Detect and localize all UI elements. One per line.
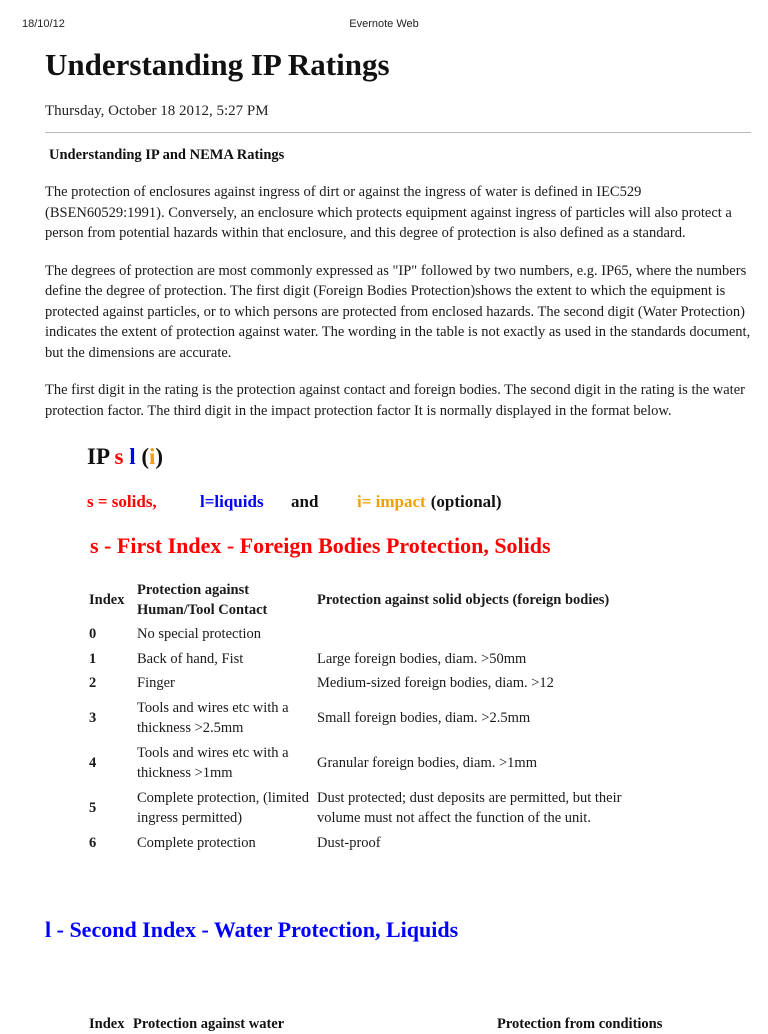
cell-solid: Small foreign bodies, diam. >2.5mm	[317, 709, 531, 726]
formula-i: i	[149, 444, 156, 469]
column-header-conditions: Protection from conditions	[497, 1016, 663, 1032]
solids-table	[85, 578, 661, 855]
table-row	[85, 622, 661, 647]
cell-contact: No special protection	[137, 626, 262, 642]
cell-index: 6	[89, 834, 97, 851]
legend-liquids: l=liquids	[200, 492, 264, 511]
cell-solid: Medium-sized foreign bodies, diam. >12	[317, 675, 554, 691]
section-heading-liquids: l - Second Index - Water Protection, Liquids	[45, 917, 459, 942]
column-header-solid: Protection against solid objects (foreign bodies)	[317, 592, 610, 608]
paragraph-intro: The protection of enclosures against ingress of dirt or against the ingress of water is defined in IEC529 (BSEN60529:1991). Conversely, an enclosure which protects equipment against ingress of particles will also protect a person from potential hazards within that enclosure, and this degree of protection is also defined as a standard.	[45, 184, 732, 241]
formula-close-paren: )	[155, 444, 164, 469]
paragraph-degrees: The degrees of protection are most commonly expressed as "IP" followed by two numbers, e.g. IP65, where the numbers define the degree of protection. The first digit (Foreign Bodies Protection)shows the extent to which the equipment is protected against particles, or to which persons are protected from enclosed hazards. The second digit (Water Protection) indicates the extent of protection against water. The wording in the table is not exactly as used in the standards document, but the dimensions are accurate.	[45, 262, 751, 361]
ip-formula	[87, 443, 751, 471]
note-title: Understanding IP Ratings	[45, 47, 390, 82]
cell-contact: Tools and wires etc with a thickness >1mm	[137, 744, 289, 781]
cell-contact: Finger	[137, 675, 175, 691]
divider	[45, 132, 751, 133]
cell-solid: Dust-proof	[317, 834, 381, 851]
formula-l: l	[129, 444, 136, 469]
formula-legend	[87, 491, 751, 513]
legend-and: and	[291, 492, 319, 511]
cell-index: 5	[89, 799, 97, 816]
print-app-name: Evernote Web	[349, 18, 419, 30]
legend-solids: s = solids,	[87, 492, 157, 511]
table-row	[85, 671, 661, 696]
paragraph-digits: The first digit in the rating is the protection against contact and foreign bodies. The second digit in the rating is the water protection factor. The third digit in the impact protection factor It is normally displayed in the format below.	[45, 382, 745, 419]
table-row	[85, 696, 661, 741]
formula-ip: IP	[87, 444, 109, 469]
cell-index: 4	[89, 754, 97, 771]
cell-index: 2	[89, 675, 97, 691]
section-heading-solids: s - First Index - Foreign Bodies Protection, Solids	[90, 533, 551, 558]
cell-index: 3	[89, 709, 97, 726]
print-date: 18/10/12	[22, 18, 65, 30]
cell-index: 1	[89, 650, 97, 667]
column-header-water: Protection against water	[133, 1016, 285, 1032]
note-content	[45, 46, 751, 855]
cell-contact: Back of hand, Fist	[137, 650, 244, 667]
cell-contact: Tools and wires etc with a thickness >2.5mm	[137, 699, 289, 736]
table-row	[85, 741, 661, 786]
cell-solid: Large foreign bodies, diam. >50mm	[317, 650, 527, 667]
column-header-index: Index	[89, 1016, 125, 1032]
legend-optional: (optional)	[430, 492, 502, 511]
note-date: Thursday, October 18 2012, 5:27 PM	[45, 103, 269, 119]
cell-solid: Granular foreign bodies, diam. >1mm	[317, 754, 537, 771]
formula-s: s	[114, 444, 124, 469]
cell-contact: Complete protection	[137, 834, 256, 851]
cell-solid	[313, 622, 661, 647]
legend-impact: i= impact	[357, 492, 426, 511]
column-header-contact: Protection against Human/Tool Contact	[137, 582, 268, 618]
cell-solid: Dust protected; dust deposits are permitted, but their volume must not affect the function of the unit.	[317, 789, 622, 826]
note-subheading: Understanding IP and NEMA Ratings	[49, 147, 285, 163]
cell-contact: Complete protection, (limited ingress permitted)	[137, 789, 309, 826]
cell-index: 0	[89, 626, 97, 642]
formula-open-paren: (	[141, 444, 149, 469]
table-header-row	[85, 578, 661, 622]
table-row	[85, 831, 661, 856]
table-row	[85, 647, 661, 672]
column-header-index: Index	[89, 592, 125, 608]
table-row	[85, 786, 661, 831]
